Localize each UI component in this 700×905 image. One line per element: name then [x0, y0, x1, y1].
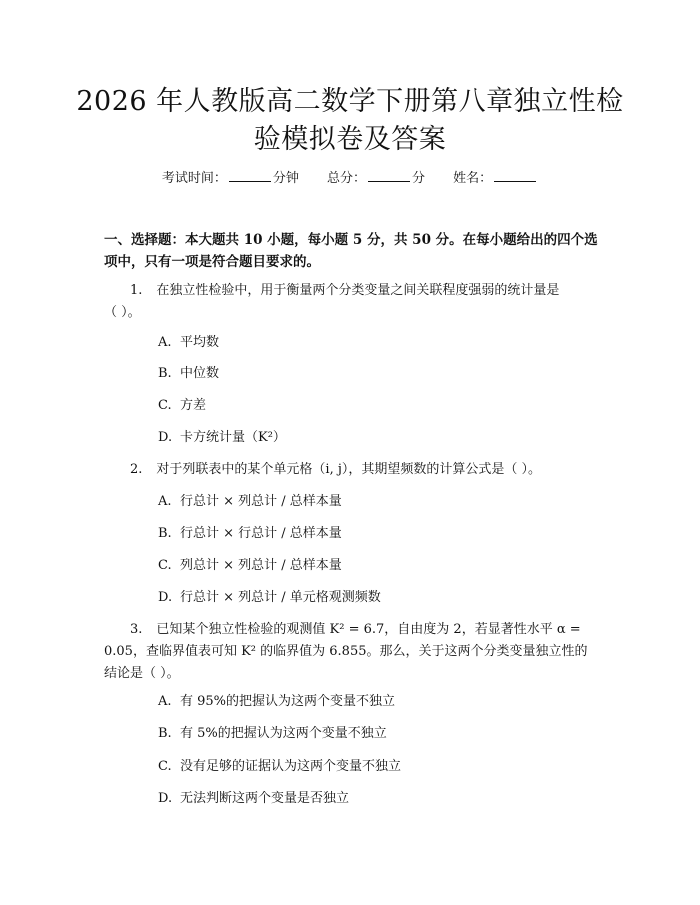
question-3: [104, 619, 604, 685]
option-text: 平均数: [180, 335, 220, 350]
question-3-option-c: [158, 757, 578, 777]
option-text: 行总计 × 列总计 / 总样本量: [180, 494, 342, 509]
exam-time-label: 考试时间：: [161, 171, 227, 186]
question-2: [104, 459, 604, 481]
question-2-option-a: [158, 492, 578, 512]
option-letter: B.: [158, 726, 172, 741]
option-text: 无法判断这两个变量是否独立: [180, 791, 350, 806]
option-text: 行总计 × 列总计 / 单元格观测频数: [180, 590, 381, 605]
option-letter: B.: [158, 366, 172, 381]
student-name-blank: [494, 168, 536, 182]
option-text: 行总计 × 行总计 / 总样本量: [180, 526, 342, 541]
question-1-text-line-2: （ ）。: [104, 305, 141, 320]
question-3-text-line-3: 结论是（ ）。: [104, 666, 180, 681]
exam-time-unit: 分钟: [272, 171, 299, 186]
option-letter: C.: [158, 759, 172, 774]
question-1-text-line-1: 在独立性检验中，用于衡量两个分类变量之间关联程度强弱的统计量是: [156, 283, 560, 298]
question-3-option-a: [158, 692, 578, 712]
section-heading-line-1: 一、选择题：本大题共 10 小题，每小题 5 分，共 50 分。在每小题给出的四个选: [104, 232, 598, 248]
question-3-option-d: [158, 789, 578, 809]
option-letter: D.: [158, 590, 173, 605]
total-score-label: 总分：: [326, 171, 366, 186]
exam-title-line-2: 验模拟卷及答案: [253, 124, 447, 155]
student-name-label: 姓名：: [453, 171, 493, 186]
question-3-number: 3.: [130, 622, 143, 637]
question-1-number: 1.: [130, 283, 143, 298]
option-text: 卡方统计量（K²）: [180, 430, 286, 445]
question-3-text-line-1: 已知某个独立性检验的观测值 K² = 6.7，自由度为 2，若显著性水平 α =: [156, 622, 581, 637]
option-letter: C.: [158, 398, 172, 413]
total-score-blank: [368, 168, 410, 182]
student-name: [453, 171, 538, 186]
total-score-unit: 分: [412, 171, 426, 186]
option-text: 有 95%的把握认为这两个变量不独立: [180, 694, 396, 709]
option-text: 方差: [180, 398, 207, 413]
question-2-option-d: [158, 588, 578, 608]
option-letter: A.: [158, 335, 172, 350]
question-2-number: 2.: [130, 462, 143, 477]
option-letter: D.: [158, 791, 173, 806]
question-1-option-c: [158, 396, 578, 416]
option-letter: C.: [158, 558, 172, 573]
exam-meta: [0, 168, 700, 189]
question-1-option-d: [158, 428, 578, 448]
question-3-text-line-2: 0.05，查临界值表可知 K² 的临界值为 6.855。那么，关于这两个分类变量独立性的: [104, 644, 588, 659]
question-3-option-b: [158, 724, 578, 744]
option-text: 列总计 × 列总计 / 总样本量: [180, 558, 342, 573]
section-heading-line-2: 项中，只有一项是符合题目要求的。: [104, 254, 320, 270]
section-heading: [104, 229, 604, 273]
exam-title-line-1: 2026 年人教版高二数学下册第八章独立性检: [76, 86, 624, 117]
option-text: 没有足够的证据认为这两个变量不独立: [180, 759, 402, 774]
option-text: 有 5%的把握认为这两个变量不独立: [180, 726, 387, 741]
question-2-option-c: [158, 556, 578, 576]
option-letter: A.: [158, 494, 172, 509]
option-text: 中位数: [180, 366, 220, 381]
option-letter: B.: [158, 526, 172, 541]
question-1-option-b: [158, 364, 578, 384]
exam-time-blank: [229, 168, 271, 182]
option-letter: D.: [158, 430, 173, 445]
total-score: [327, 171, 429, 186]
question-2-option-b: [158, 524, 578, 544]
exam-time: [162, 171, 303, 186]
question-2-text-line-1: 对于列联表中的某个单元格（i, j），其期望频数的计算公式是（ ）。: [156, 462, 541, 477]
question-1: [104, 280, 604, 324]
question-1-option-a: [158, 333, 578, 353]
option-letter: A.: [158, 694, 172, 709]
